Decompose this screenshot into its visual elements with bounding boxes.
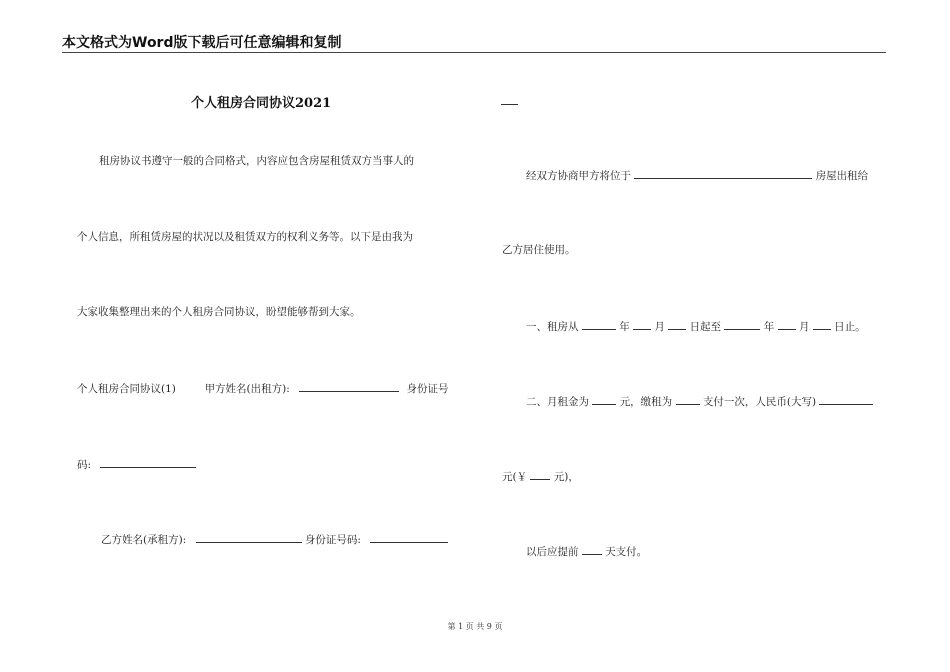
term-start-year-blank xyxy=(582,318,616,330)
rent-yuan-blank xyxy=(530,468,550,480)
rent-yuan-label: 元(￥ xyxy=(502,471,528,483)
term-end-day-blank xyxy=(813,318,831,330)
term-year2-label: 年 xyxy=(763,321,775,333)
location-label: 经双方协商甲方将位于 xyxy=(526,170,631,182)
term-to-label: 日起至 xyxy=(689,321,722,333)
party-b-id-blank xyxy=(370,531,448,543)
party-a-name-blank xyxy=(299,380,399,392)
intro-paragraph-line-3: 大家收集整理出来的个人租房合同协议，盼望能够帮到大家。 xyxy=(77,306,361,318)
term-line xyxy=(526,318,866,334)
term-year-label: 年 xyxy=(619,321,630,333)
party-a-name-label: 甲方姓名(出租方): xyxy=(204,383,290,395)
term-end-year-blank xyxy=(724,318,760,330)
party-b-id-label: 身份证号码: xyxy=(304,534,361,546)
term-label: 一、租房从 xyxy=(526,321,579,333)
rent-yuan-suffix: 元)， xyxy=(553,471,579,483)
rent-amount-blank xyxy=(592,393,616,405)
section-label: 个人租房合同协议(1) xyxy=(77,383,176,395)
top-short-rule xyxy=(501,104,518,105)
term-month-label: 月 xyxy=(654,321,665,333)
location-suffix: 房屋出租给 xyxy=(815,170,869,182)
term-month2-label: 月 xyxy=(798,321,810,333)
location-blank xyxy=(634,167,812,179)
page-header: 本文格式为Word版下载后可任意编辑和复制 xyxy=(62,35,342,51)
rent-period-blank xyxy=(676,393,700,405)
payment-suffix: 天支付。 xyxy=(605,546,648,558)
intro-paragraph-line-2: 个人信息，所租赁房屋的状况以及租赁双方的权利义务等。以下是由我为 xyxy=(77,231,413,243)
page-footer: 第 1 页 共 9 页 xyxy=(447,622,503,631)
location-line xyxy=(526,167,868,183)
payment-days-blank xyxy=(582,543,602,555)
payment-line xyxy=(526,543,647,559)
rent-amount-line xyxy=(502,468,579,484)
rent-line xyxy=(526,393,873,409)
term-start-month-blank xyxy=(633,318,651,330)
party-b-name-blank xyxy=(196,531,302,543)
document-title: 个人租房合同协议2021 xyxy=(191,96,332,111)
party-b-line xyxy=(101,531,448,547)
party-a-id-label: 身份证号 xyxy=(406,383,449,395)
term-end-label: 日止。 xyxy=(834,321,866,333)
intro-paragraph-line-1: 租房协议书遵守一般的合同格式，内容应包含房屋租赁双方当事人的 xyxy=(99,155,414,167)
usage-line: 乙方居住使用。 xyxy=(502,244,576,256)
term-end-month-blank xyxy=(778,318,796,330)
party-a-line xyxy=(77,380,448,396)
party-a-id-line xyxy=(77,456,196,472)
party-a-id-label-cont: 码: xyxy=(77,459,92,471)
rent-unit-label: 元，缴租为 xyxy=(619,396,673,408)
term-start-day-blank xyxy=(668,318,686,330)
party-b-name-label: 乙方姓名(承租方): xyxy=(101,534,187,546)
rent-rmb-blank xyxy=(819,393,873,405)
header-rule xyxy=(62,52,886,53)
party-a-id-blank xyxy=(100,456,196,468)
payment-label: 以后应提前 xyxy=(526,546,579,558)
rent-label: 二、月租金为 xyxy=(526,396,589,408)
rent-rmb-label: 支付一次，人民币(大写) xyxy=(702,396,817,408)
